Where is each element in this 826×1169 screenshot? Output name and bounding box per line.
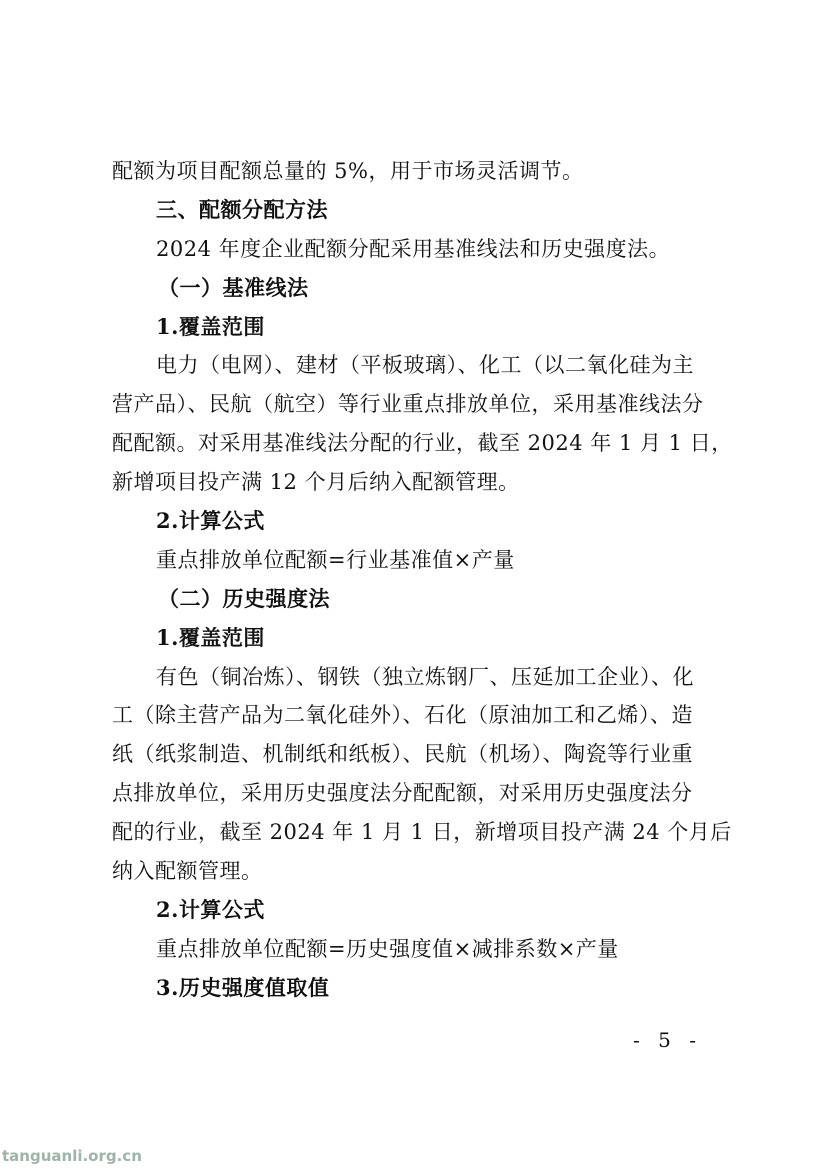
subsection-heading: （一）基准线法 [158, 275, 309, 300]
paragraph-line: 营产品）、民航（航空）等行业重点排放单位，采用基准线法分 [112, 392, 704, 416]
paragraph-line: 电力（电网）、建材（平板玻璃）、化工（以二氧化硅为主 [156, 353, 694, 377]
paragraph-line: 配配额。对采用基准线法分配的行业，截至 2024 年 1 月 1 日， [112, 431, 733, 455]
paragraph-line: 2024 年度企业配额分配采用基准线法和历史强度法。 [156, 237, 671, 261]
paragraph-line: 配的行业，截至 2024 年 1 月 1 日，新增项目投产满 24 个月后 [112, 820, 732, 844]
paragraph-line: 纳入配额管理。 [112, 859, 263, 883]
item-heading: 1.覆盖范围 [156, 625, 265, 650]
paragraph-line: 纸（纸浆制造、机制纸和纸板）、民航（机场）、陶瓷等行业重 [112, 742, 693, 766]
formula-line: 重点排放单位配额=历史强度值×减排系数×产量 [156, 937, 619, 961]
watermark: tanguanli.org.cn [2, 1147, 142, 1165]
paragraph-line: 新增项目投产满 12 个月后纳入配额管理。 [112, 470, 520, 494]
formula-line: 重点排放单位配额=行业基准值×产量 [156, 548, 515, 572]
paragraph-line: 有色（铜冶炼）、钢铁（独立炼钢厂、压延加工企业）、化 [156, 665, 694, 689]
item-heading: 3.历史强度值取值 [156, 975, 330, 1000]
subsection-heading: （二）历史强度法 [158, 586, 330, 611]
section-heading: 三、配额分配方法 [156, 197, 328, 222]
paragraph-line: 点排放单位，采用历史强度法分配配额，对采用历史强度法分 [112, 781, 693, 805]
paragraph-line: 工（除主营产品为二氧化硅外）、石化（原油加工和乙烯）、造 [112, 703, 693, 727]
item-heading: 1.覆盖范围 [156, 314, 265, 339]
page-number: - 5 - [633, 1028, 702, 1052]
item-heading: 2.计算公式 [156, 508, 265, 533]
item-heading: 2.计算公式 [156, 897, 265, 922]
paragraph-line: 配额为项目配额总量的 5%，用于市场灵活调节。 [112, 159, 584, 183]
